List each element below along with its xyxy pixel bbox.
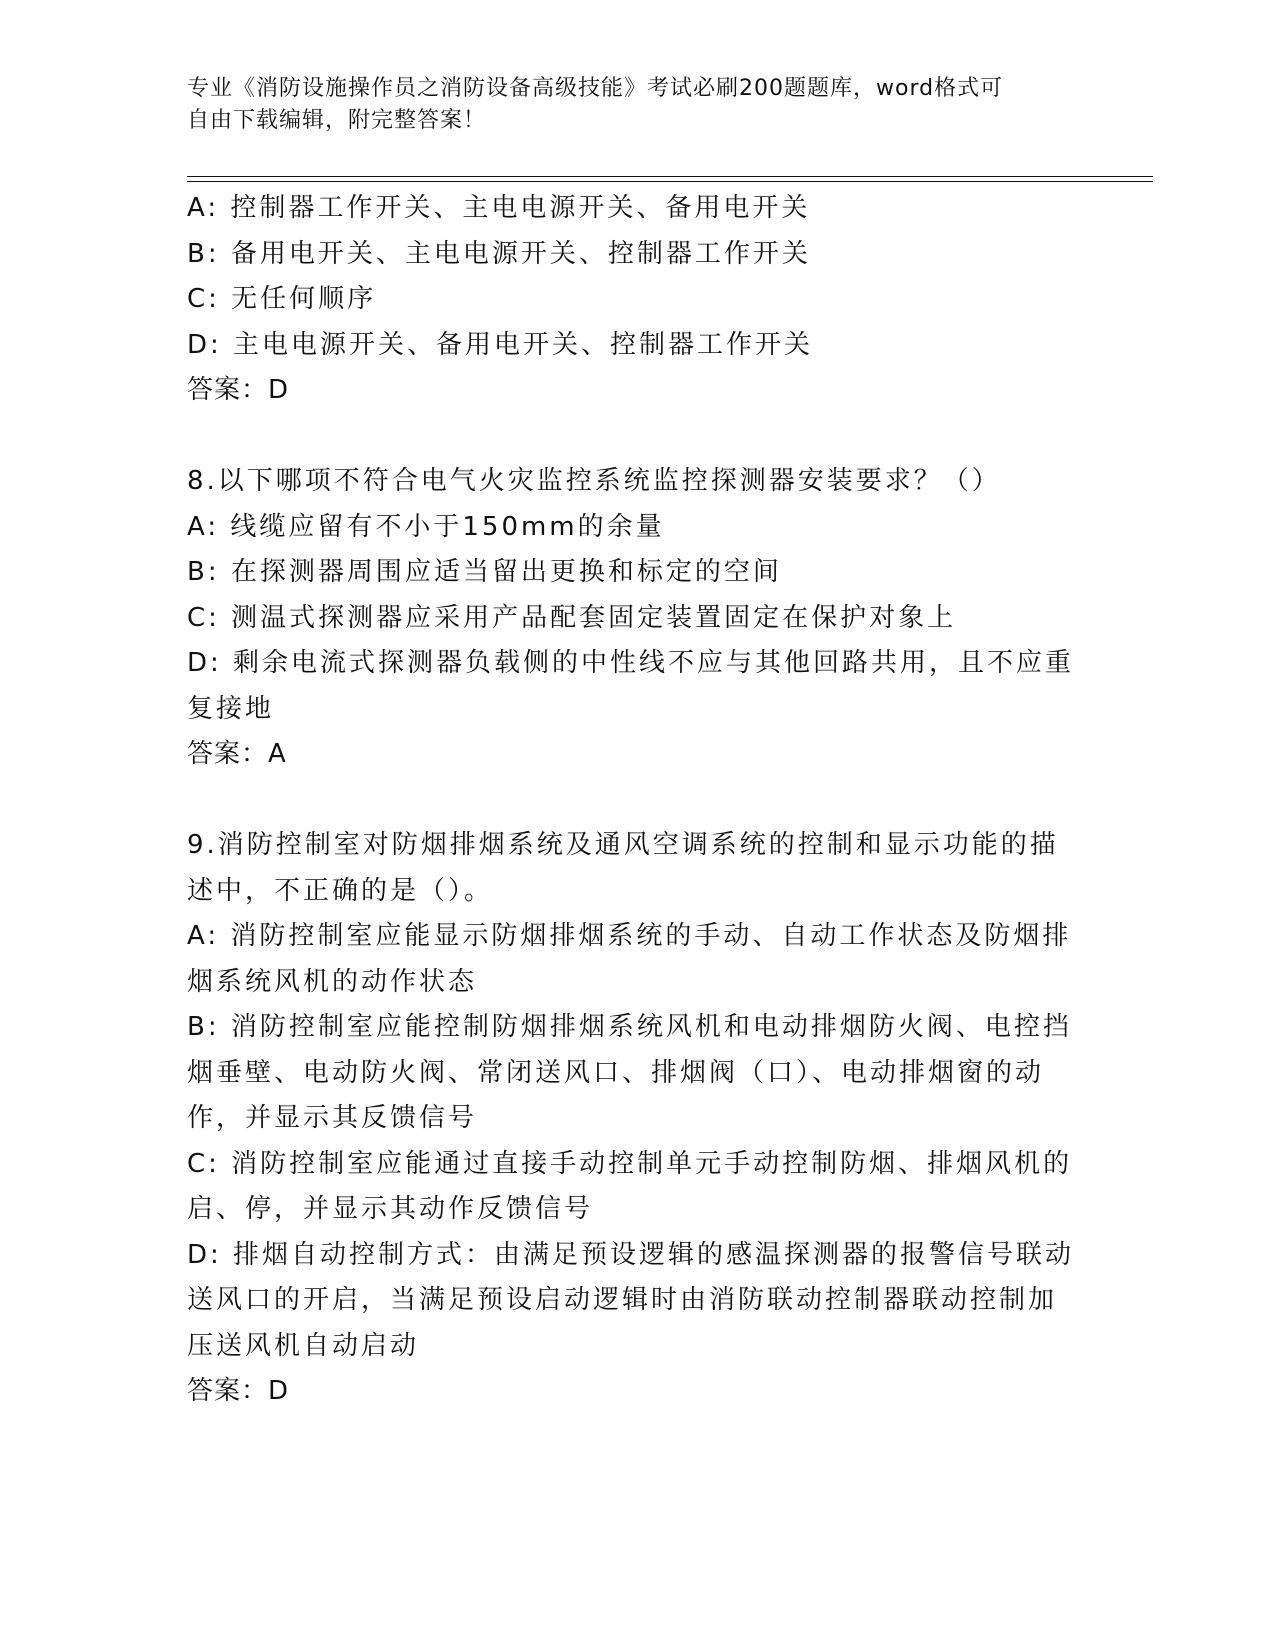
option-d: D: 排烟自动控制方式：由满足预设逻辑的感温探测器的报警信号联动	[187, 1239, 1075, 1270]
option-c: C: 测温式探测器应采用产品配套固定装置固定在保护对象上	[187, 602, 957, 633]
option-c-continued: 启、停，并显示其动作反馈信号	[187, 1194, 594, 1224]
option-d-continued: 复接地	[187, 693, 275, 724]
option-d-continued: 送风口的开启，当满足预设启动逻辑时由消防联动控制器联动控制加	[187, 1285, 1058, 1315]
spacer	[187, 414, 1067, 460]
option-c: C: 无任何顺序	[187, 284, 377, 314]
option-b-continued: 作，并显示其反馈信号	[187, 1103, 478, 1133]
answer-line: 答案：A	[187, 739, 287, 769]
spacer	[187, 778, 1067, 824]
option-d: D: 剩余电流式探测器负载侧的中性线不应与其他回路共用，且不应重	[187, 648, 1075, 678]
header-line: 专业《消防设施操作员之消防设备高级技能》考试必刷200题题库，word格式可	[187, 76, 1004, 101]
option-c: C: 消防控制室应能通过直接手动控制单元手动控制防烟、排烟风机的	[187, 1148, 1073, 1179]
option-d: D: 主电电源开关、备用电开关、控制器工作开关	[187, 329, 814, 360]
option-a: A: 消防控制室应能显示防烟排烟系统的手动、自动工作状态及防烟排	[187, 921, 1072, 951]
question-stem: 9.消防控制室对防烟排烟系统及通风空调系统的控制和显示功能的描	[187, 830, 1059, 860]
option-b: B: 在探测器周围应适当留出更换和标定的空间	[187, 557, 782, 587]
option-a: A: 控制器工作开关、主电电源开关、备用电开关	[187, 193, 811, 223]
option-d-continued: 压送风机自动启动	[187, 1330, 420, 1361]
question-stem-continued: 述中，不正确的是（）。	[187, 875, 494, 906]
header-divider-bottom	[187, 181, 1153, 182]
question-block-prev	[187, 186, 1067, 414]
question-block-9	[187, 823, 1075, 1415]
header-line: 自由下载编辑，附完整答案！	[187, 108, 487, 133]
document-header	[187, 73, 1067, 137]
option-b-continued: 烟垂壁、电动防火阀、常闭送风口、排烟阀（口）、电动排烟窗的动	[187, 1057, 1045, 1088]
question-block-8	[187, 459, 1075, 778]
document-body	[187, 186, 1075, 1415]
header-divider-top	[187, 176, 1153, 177]
option-a-continued: 烟系统风机的动作状态	[187, 966, 478, 997]
answer-line: 答案：D	[187, 375, 290, 405]
option-a: A: 线缆应留有不小于150mm的余量	[187, 511, 665, 542]
option-b: B: 消防控制室应能控制防烟排烟系统风机和电动排烟防火阀、电控挡	[187, 1012, 1072, 1042]
answer-line: 答案：D	[187, 1376, 290, 1406]
option-b: B: 备用电开关、主电电源开关、控制器工作开关	[187, 238, 811, 269]
question-stem: 8.以下哪项不符合电气火灾监控系统监控探测器安装要求？（）	[187, 466, 1001, 496]
